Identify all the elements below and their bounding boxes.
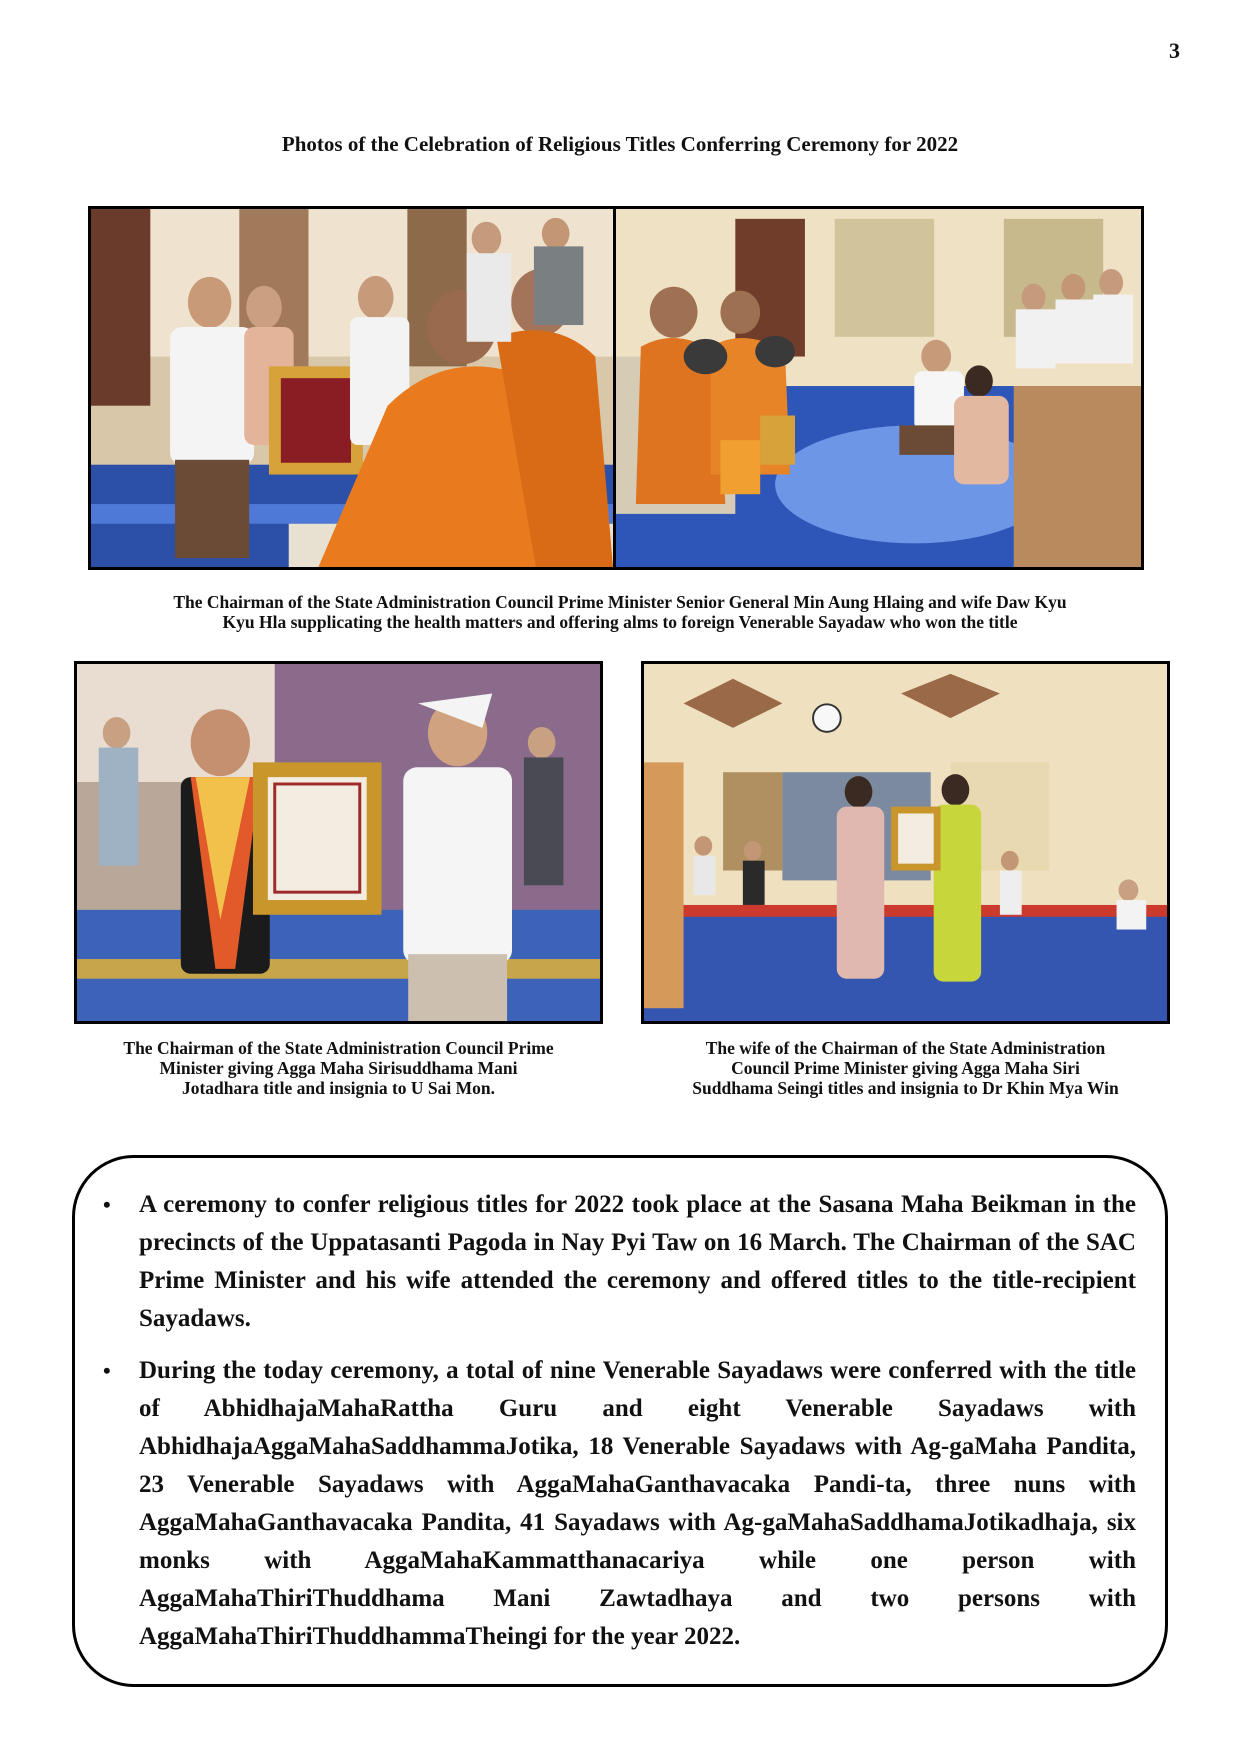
right-photo-caption-line-2: Council Prime Minister giving Agga Maha Siri — [731, 1058, 1080, 1078]
summary-box — [72, 1155, 1168, 1687]
top-photos-caption — [60, 592, 1180, 632]
summary-item-titles-conferred-text: During the today ceremony, a total of nine Venerable Sayadaws were conferred with the title of AbhidhajaMahaRattha Guru and eight Venerable Sayadaws with AbhidhajaAggaMahaSaddhammaJotika, 18 Venerable Sayadaws with Ag-gaMaha Pandita, 23 Venerable Sayadaws with AggaMahaGanthavacaka Pandi-ta, three nuns with AggaMahaGanthavacaka Pandita, 41 Sayadaws with Ag-gaMahaSaddhamaJotikadhaja, six monks with AggaMahaKammatthanacariya while one person with AggaMahaThiriThuddhama Mani Zawtadhaya and two persons with AggaMahaThiriThuddhammaTheingi for the year 2022. — [139, 1357, 1136, 1650]
summary-item-ceremony — [103, 1186, 1136, 1338]
left-photo-caption-line-1: The Chairman of the State Administration Council Prime — [123, 1038, 554, 1058]
left-photo-caption — [74, 1038, 603, 1098]
photo-offering-alms-2-image — [616, 209, 1141, 567]
top-photos-caption-line-2: Kyu Hla supplicating the health matters and offering alms to foreign Venerable Sayadaw who won the title — [222, 612, 1018, 632]
left-photo-caption-line-3: Jotadhara title and insignia to U Sai Mon. — [181, 1078, 496, 1098]
page-number: 3 — [1169, 38, 1180, 63]
right-photo-caption-line-3: Suddhama Seingi titles and insignia to Dr Khin Mya Win — [692, 1078, 1119, 1098]
photo-offering-alms-2 — [616, 206, 1144, 570]
right-photo-caption-line-1: The wife of the Chairman of the State Administration — [705, 1038, 1106, 1058]
summary-item-ceremony-text: A ceremony to confer religious titles for 2022 took place at the Sasana Maha Beikman in the precincts of the Uppatasanti Pagoda in Nay Pyi Taw on 16 March. The Chairman of the SAC Prime Minister and his wife attended the ceremony and offered titles to the title-recipient Sayadaws. — [139, 1191, 1136, 1332]
summary-item-titles-conferred — [103, 1352, 1136, 1656]
photo-title-to-u-sai-mon — [74, 661, 603, 1024]
photo-title-to-u-sai-mon-image — [77, 664, 600, 1021]
bullet-icon: • — [103, 1358, 111, 1383]
photo-titles-to-dr-khin-mya-win — [641, 661, 1170, 1024]
bullet-icon: • — [103, 1192, 111, 1217]
photo-offering-alms-1 — [88, 206, 616, 570]
photo-titles-to-dr-khin-mya-win-image — [644, 664, 1167, 1021]
page-title: Photos of the Celebration of Religious Titles Conferring Ceremony for 2022 — [281, 132, 959, 156]
summary-list — [103, 1186, 1136, 1670]
left-photo-caption-line-2: Minister giving Agga Maha Sirisuddhama Mani — [159, 1058, 518, 1078]
top-photos-caption-line-1: The Chairman of the State Administration Council Prime Minister Senior General Min Aung Hlaing and wife Daw Kyu — [173, 592, 1067, 612]
photo-offering-alms-1-image — [91, 209, 613, 567]
right-photo-caption — [641, 1038, 1170, 1098]
